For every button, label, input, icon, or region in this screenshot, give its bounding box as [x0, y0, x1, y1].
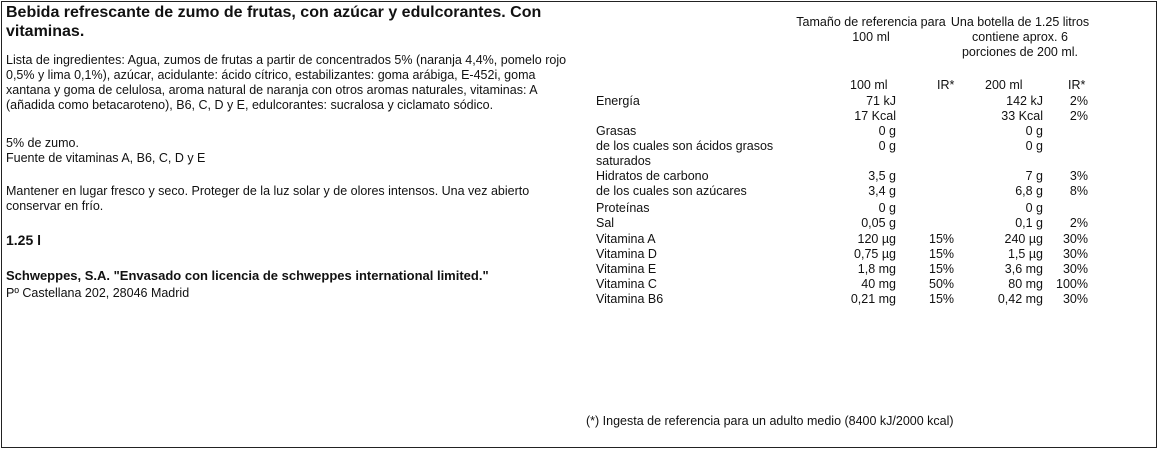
col-ir2-header: IR*: [1068, 78, 1086, 92]
value-per-100ml: 3,4 g: [868, 184, 896, 198]
value-per-200ml: 7 g: [1025, 169, 1043, 183]
manufacturer-name: Schweppes, S.A. "Envasado con licencia de schweppes international limited.": [6, 268, 489, 283]
nutrition-row: [0, 232, 1160, 247]
value-per-200ml: 6,8 g: [1015, 184, 1043, 198]
nutrition-row: [0, 201, 1160, 216]
value-per-100ml: 3,5 g: [868, 169, 896, 183]
nutrient-label: Hidratos de carbono: [596, 169, 709, 183]
ir-per-200ml: 100%: [1056, 277, 1088, 291]
value-per-200ml: 240 µg: [1004, 232, 1043, 246]
value-per-200ml: 0 g: [1025, 124, 1043, 138]
value-per-100ml: 40 mg: [861, 277, 896, 291]
value-per-100ml: 0 g: [878, 139, 896, 153]
ir-per-200ml: 30%: [1062, 262, 1088, 276]
nutrient-label: Vitamina E: [596, 262, 657, 276]
nutrient-label: Vitamina B6: [596, 292, 664, 306]
ir-per-200ml: 2%: [1069, 109, 1088, 123]
ir-per-100ml: 15%: [929, 232, 955, 246]
nutrition-row: [0, 216, 1160, 231]
nutrition-row: [0, 184, 1160, 199]
nutrition-row: [0, 247, 1160, 262]
value-per-200ml: 0 g: [1025, 201, 1043, 215]
nutrition-row: [0, 292, 1160, 307]
value-per-200ml: 142 kJ: [1006, 94, 1043, 108]
nutrition-row: [0, 109, 1160, 124]
reference-intake-footnote: (*) Ingesta de referencia para un adulto medio (8400 kJ/2000 kcal): [586, 414, 954, 428]
ir-per-200ml: 30%: [1062, 247, 1088, 261]
value-per-100ml: 1,8 mg: [857, 262, 896, 276]
nutrition-row: [0, 94, 1160, 109]
col-ir1-header: IR*: [937, 78, 955, 92]
nutrient-label: Energía: [596, 94, 640, 108]
ir-per-200ml: 30%: [1062, 232, 1088, 246]
nutrient-label: de los cuales son azúcares: [596, 184, 747, 198]
value-per-100ml: 0 g: [878, 201, 896, 215]
vitamins-source: Fuente de vitaminas A, B6, C, D y E: [6, 151, 206, 165]
nutrient-label: Grasas: [596, 124, 637, 138]
value-per-200ml: 3,6 mg: [1004, 262, 1043, 276]
nutrient-label: Vitamina D: [596, 247, 657, 261]
value-per-200ml: 0,42 mg: [997, 292, 1043, 306]
nutrition-row: [0, 139, 1160, 154]
ir-per-200ml: 3%: [1069, 169, 1088, 183]
col-per200-header: 200 ml: [985, 78, 1023, 92]
product-volume: 1.25 l: [6, 232, 42, 248]
juice-content: 5% de zumo.: [6, 136, 79, 150]
value-per-100ml: 0,75 µg: [854, 247, 896, 261]
nutrition-row: [0, 124, 1160, 139]
value-per-100ml: 0 g: [878, 124, 896, 138]
ingredients-list: Lista de ingredientes: Agua, zumos de frutas a partir de concentrados 5% (naranja 4,4%, pomelo rojo 0,5% y lima 0,1%), azúcar, acidulante: ácido cítrico, estabilizantes: goma arábiga, E-452i, goma xantana y goma de celulosa, aroma natural de naranja con otros aromas naturales, vitaminas: A (añadida como betacaroteno), B6, C, D y E, edulcorantes: sucralosa y ciclamato sódico.: [6, 53, 567, 112]
nutrient-label: Proteínas: [596, 201, 650, 215]
reference-size-header: Tamaño de referencia para 100 ml: [796, 15, 946, 44]
ir-per-100ml: 15%: [929, 292, 955, 306]
nutrient-label: Sal: [596, 216, 615, 230]
nutrition-row: [0, 277, 1160, 292]
value-per-200ml: 0,1 g: [1015, 216, 1043, 230]
ir-per-200ml: 2%: [1069, 216, 1088, 230]
value-per-200ml: 1,5 µg: [1007, 247, 1043, 261]
col-per100-header: 100 ml: [850, 78, 888, 92]
ir-per-200ml: 8%: [1069, 184, 1088, 198]
nutrient-label: de los cuales son ácidos grasos saturados: [596, 139, 774, 168]
ir-per-200ml: 30%: [1062, 292, 1088, 306]
ir-per-100ml: 15%: [929, 262, 955, 276]
nutrition-row: [0, 169, 1160, 184]
storage-instructions: Mantener en lugar fresco y seco. Proteger de la luz solar y de olores intensos. Una vez abierto conservar en frío.: [6, 184, 530, 213]
value-per-200ml: 0 g: [1025, 139, 1043, 153]
nutrient-label: Vitamina C: [596, 277, 657, 291]
nutrient-label: Vitamina A: [596, 232, 656, 246]
value-per-100ml: 0,21 mg: [850, 292, 896, 306]
bottle-portions-header: Una botella de 1.25 litros contiene aprox. 6 porciones de 200 ml.: [950, 15, 1090, 59]
value-per-100ml: 0,05 g: [861, 216, 896, 230]
value-per-100ml: 17 Kcal: [854, 109, 896, 123]
ir-per-100ml: 15%: [929, 247, 955, 261]
nutrition-row: [0, 262, 1160, 277]
value-per-200ml: 80 mg: [1008, 277, 1043, 291]
ir-per-100ml: 50%: [929, 277, 955, 291]
manufacturer-address: Pº Castellana 202, 28046 Madrid: [6, 286, 190, 300]
ir-per-200ml: 2%: [1069, 94, 1088, 108]
value-per-100ml: 71 kJ: [866, 94, 896, 108]
value-per-100ml: 120 µg: [857, 232, 896, 246]
value-per-200ml: 33 Kcal: [1001, 109, 1043, 123]
product-title: Bebida refrescante de zumo de frutas, con azúcar y edulcorantes. Con vitaminas.: [6, 4, 542, 40]
